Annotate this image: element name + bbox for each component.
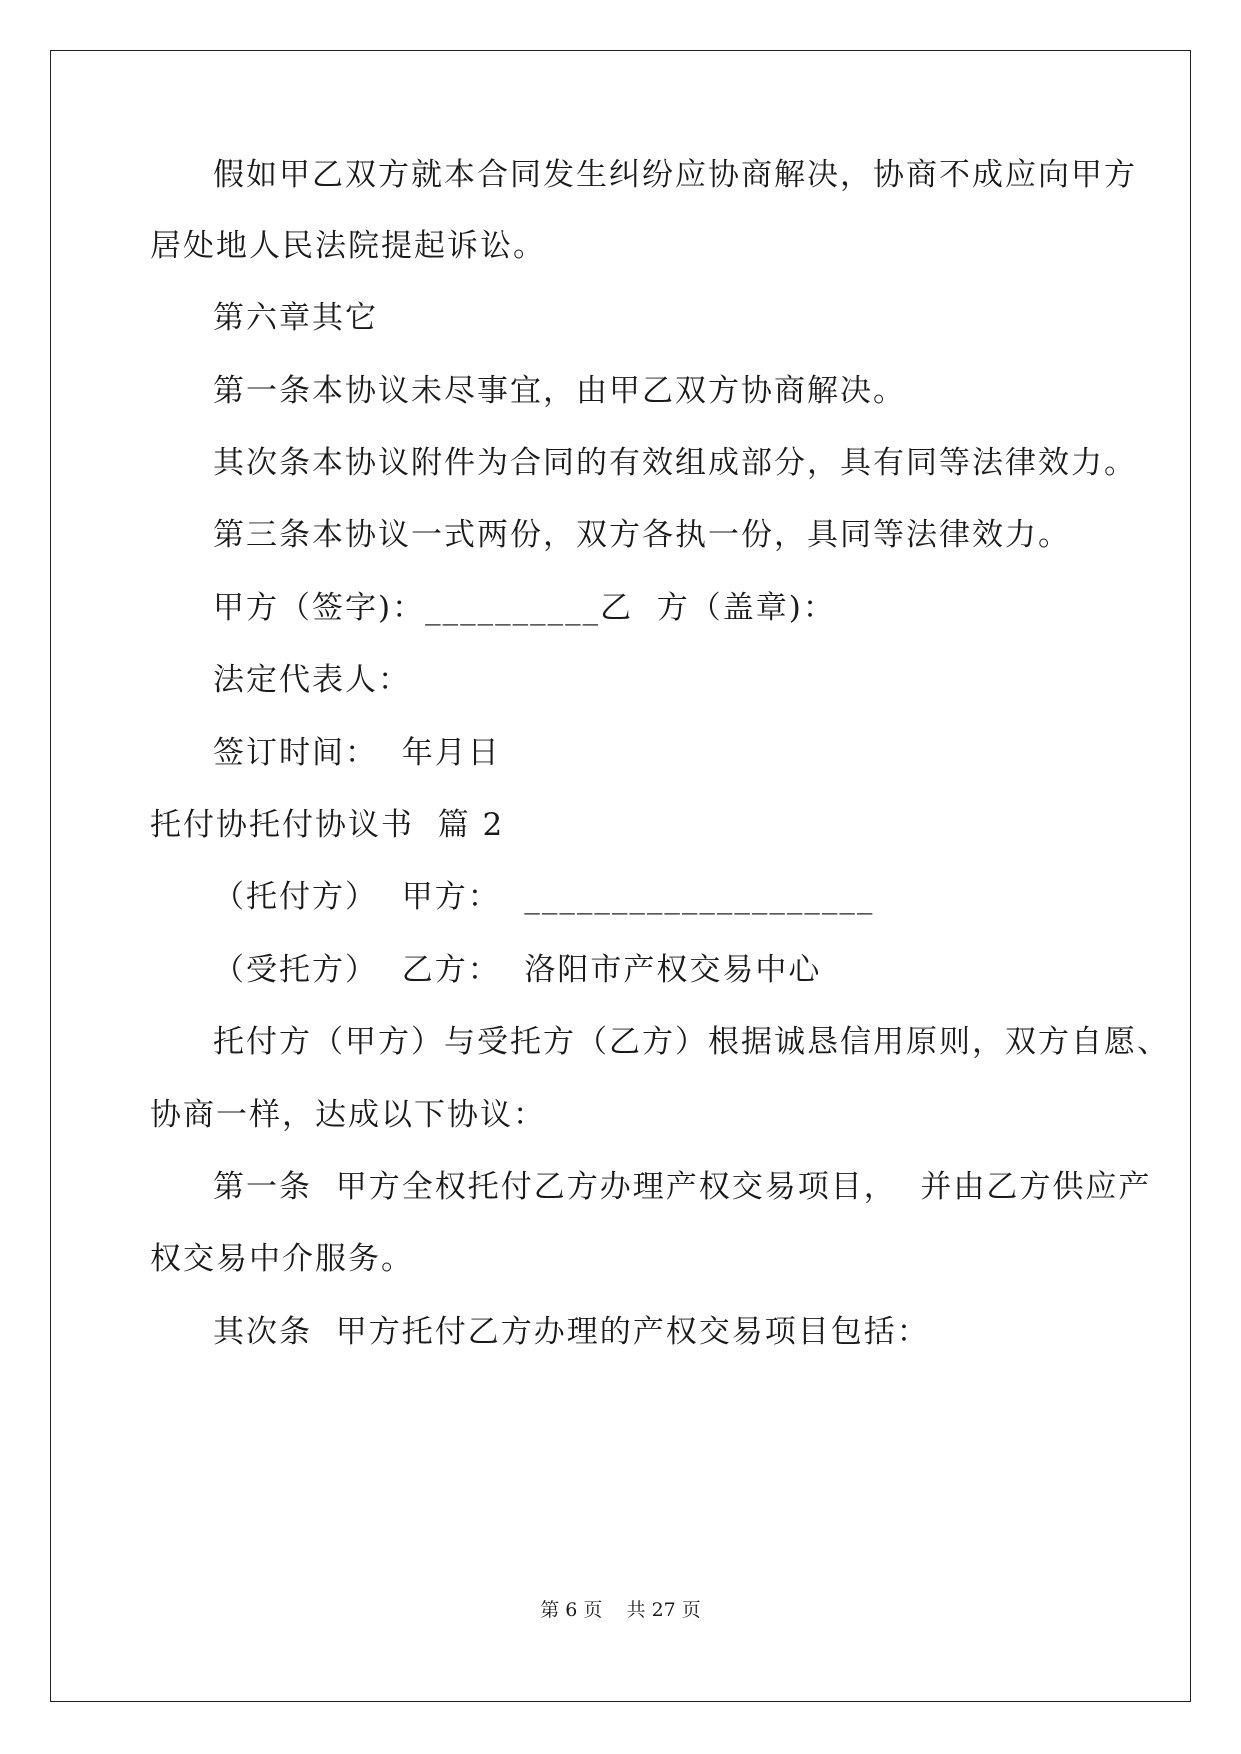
paragraph-line: 第三条本协议一式两份，双方各执一份，具同等法律效力。 bbox=[213, 517, 1071, 553]
paragraph-line: 居处地人民法院提起诉讼。 bbox=[150, 228, 546, 264]
paragraph-line: 第一条本协议未尽事宜，由甲乙双方协商解决。 bbox=[213, 373, 906, 409]
paragraph-line: 第一条 甲方全权托付乙方办理产权交易项目， 并由乙方供应产 bbox=[213, 1169, 1152, 1205]
paragraph-line: 假如甲乙双方就本合同发生纠纷应协商解决，协商不成应向甲方 bbox=[213, 157, 1137, 193]
party-b-line: （受托方） 乙方： 洛阳市产权交易中心 bbox=[213, 952, 822, 988]
paragraph-line: 其次条 甲方托付乙方办理的产权交易项目包括： bbox=[213, 1314, 930, 1350]
page-number-footer: 第 6 页 共 27 页 bbox=[540, 1599, 701, 1621]
section-title: 托付协托付协议书 篇 2 bbox=[150, 807, 505, 843]
representative-line: 法定代表人： bbox=[213, 662, 411, 698]
paragraph-line: 托付方（甲方）与受托方（乙方）根据诚恳信用原则，双方自愿、 bbox=[213, 1024, 1170, 1060]
signature-line: 甲方（签字)：__________乙 方（盖章)： bbox=[213, 590, 836, 626]
party-a-line: （托付方） 甲方： ____________________ bbox=[213, 879, 875, 915]
paragraph-line: 协商一样，达成以下协议： bbox=[150, 1097, 546, 1133]
chapter-heading: 第六章其它 bbox=[213, 300, 378, 336]
paragraph-line: 权交易中介服务。 bbox=[150, 1241, 414, 1277]
date-line: 签订时间： 年月日 bbox=[213, 735, 501, 771]
paragraph-line: 其次条本协议附件为合同的有效组成部分，具有同等法律效力。 bbox=[213, 445, 1137, 481]
